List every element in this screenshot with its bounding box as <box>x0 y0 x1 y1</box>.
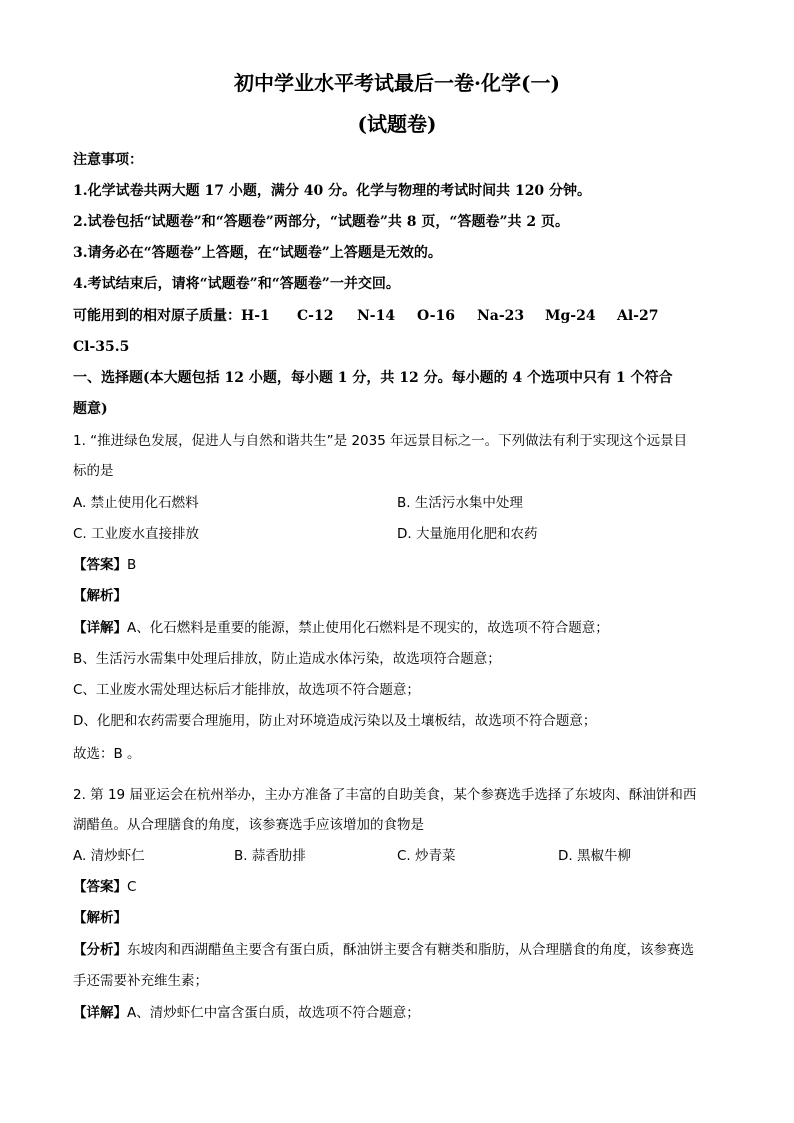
q1-detail-tag: 【详解】 <box>73 620 127 636</box>
q1-option-c: C. 工业废水直接排放 <box>73 526 200 542</box>
atomic-mass-line <box>73 306 658 326</box>
q2-option-a: A. 清炒虾仁 <box>73 848 145 864</box>
q1-option-a: A. 禁止使用化石燃料 <box>73 495 199 511</box>
q1-option-d: D. 大量施用化肥和农药 <box>397 526 538 542</box>
q1-answer-value: B <box>127 557 137 573</box>
notice-item-2: 2.试卷包括“试题卷”和“答题卷”两部分，“试题卷”共 8 页，“答题卷”共 2 页。 <box>73 214 570 230</box>
notice-item-3: 3.请务必在“答题卷”上答题，在“试题卷”上答题是无效的。 <box>73 245 442 261</box>
q2-answer-value: C <box>127 879 137 895</box>
q1-stem-line2: 标的是 <box>73 463 114 479</box>
atomic-mass-mg: Mg-24 <box>545 308 596 324</box>
q1-answer <box>73 555 136 575</box>
atomic-mass-cl: Cl-35.5 <box>73 339 130 355</box>
notice-heading: 注意事项： <box>73 152 143 168</box>
atomic-mass-h: H-1 <box>241 308 270 324</box>
q2-option-c: C. 炒青菜 <box>397 848 456 864</box>
q1-analysis-tag: 【解析】 <box>73 588 127 604</box>
q2-stem-line1: 2. 第 19 届亚运会在杭州举办，主办方准备了丰富的自助美食，某个参赛选手选择了东坡肉、酥油饼和西 <box>73 787 697 803</box>
q1-answer-tag: 【答案】 <box>73 557 127 573</box>
section1-heading-line2: 题意) <box>73 401 108 417</box>
q1-option-b: B. 生活污水集中处理 <box>397 495 523 511</box>
q2-detail-a-text: A、清炒虾仁中富含蛋白质，故选项不符合题意； <box>127 1005 420 1021</box>
q2-answer-tag: 【答案】 <box>73 879 127 895</box>
q2-analysis-sub-tag: 【分析】 <box>73 942 127 958</box>
q1-stem-line1: 1. “推进绿色发展，促进人与自然和谐共生”是 2035 年远景目标之一。下列做法有利于实现这个远景目 <box>73 433 688 449</box>
q2-stem-line2: 湖醋鱼。从合理膳食的角度，该参赛选手应该增加的食物是 <box>73 817 424 833</box>
q1-detail-a <box>73 618 609 638</box>
q2-analysis-tag: 【解析】 <box>73 910 127 926</box>
atomic-mass-o: O-16 <box>417 308 456 324</box>
q2-option-d: D. 黑椒牛柳 <box>558 848 631 864</box>
exam-subtitle: (试题卷) <box>357 112 437 136</box>
atomic-mass-c: C-12 <box>297 308 334 324</box>
q2-analysis-line1-text: 东坡肉和西湖醋鱼主要含有蛋白质，酥油饼主要含有糖类和脂肪，从合理膳食的角度，该参赛选 <box>127 942 694 958</box>
atomic-mass-na: Na-23 <box>477 308 525 324</box>
exam-title: 初中学业水平考试最后一卷·化学(一) <box>234 71 560 95</box>
q1-detail-c: C、工业废水需处理达标后才能排放，故选项不符合题意； <box>73 682 420 698</box>
q1-detail-a-text: A、化石燃料是重要的能源，禁止使用化石燃料是不现实的，故选项不符合题意； <box>127 620 609 636</box>
q2-detail-a <box>73 1003 420 1023</box>
q1-detail-d: D、化肥和农药需要合理施用，防止对环境造成污染以及土壤板结，故选项不符合题意； <box>73 713 597 729</box>
atomic-mass-al: Al-27 <box>617 308 659 324</box>
q2-analysis-line2: 手还需要补充维生素； <box>73 973 208 989</box>
q2-answer <box>73 877 136 897</box>
q2-analysis-line1 <box>73 940 694 960</box>
notice-item-1: 1.化学试卷共两大题 17 小题，满分 40 分。化学与物理的考试时间共 120 分钟。 <box>73 183 592 199</box>
q1-conclusion: 故选：B 。 <box>73 746 141 762</box>
q2-detail-tag: 【详解】 <box>73 1005 127 1021</box>
section1-heading-line1: 一、选择题(本大题包括 12 小题，每小题 1 分，共 12 分。每小题的 4 个选项中只有 1 个符合 <box>73 370 673 386</box>
atomic-mass-n: N-14 <box>357 308 396 324</box>
atomic-mass-label: 可能用到的相对原子质量： <box>73 308 241 324</box>
q1-detail-b: B、生活污水需集中处理后排放，防止造成水体污染，故选项符合题意； <box>73 651 501 667</box>
q2-option-b: B. 蒜香肋排 <box>234 848 306 864</box>
notice-item-4: 4.考试结束后，请将“试题卷”和“答题卷”一并交回。 <box>73 276 400 292</box>
